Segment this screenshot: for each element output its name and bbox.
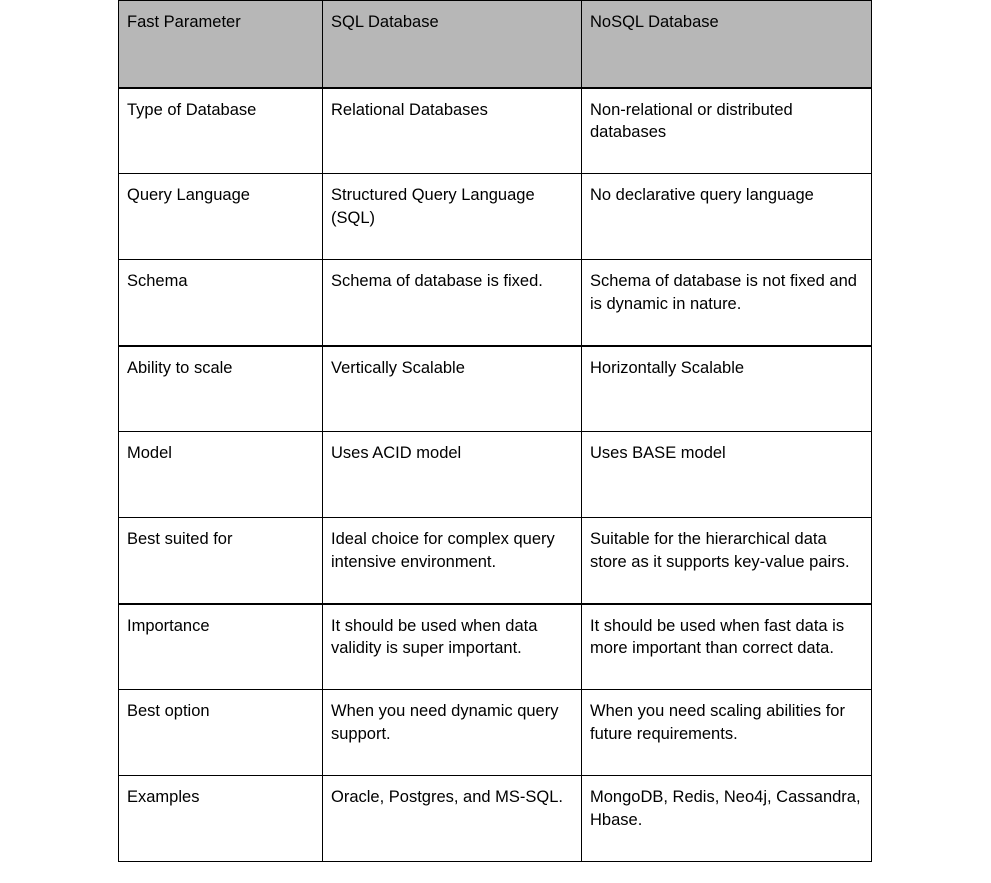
cell-parameter: Best option bbox=[119, 690, 323, 776]
table-row bbox=[119, 260, 872, 346]
cell-sql: When you need dynamic query support. bbox=[323, 690, 582, 776]
cell-sql: Relational Databases bbox=[323, 88, 582, 174]
cell-nosql: Non-relational or distributed databases bbox=[582, 88, 872, 174]
header-nosql-database: NoSQL Database bbox=[582, 1, 872, 88]
cell-parameter: Best suited for bbox=[119, 518, 323, 604]
table-row bbox=[119, 776, 872, 862]
cell-nosql: Schema of database is not fixed and is dynamic in nature. bbox=[582, 260, 872, 346]
cell-parameter: Importance bbox=[119, 604, 323, 690]
cell-nosql: No declarative query language bbox=[582, 174, 872, 260]
cell-parameter: Type of Database bbox=[119, 88, 323, 174]
cell-sql: Oracle, Postgres, and MS-SQL. bbox=[323, 776, 582, 862]
table-row bbox=[119, 346, 872, 432]
table-row bbox=[119, 432, 872, 518]
table-header-row bbox=[119, 1, 872, 88]
table-row bbox=[119, 88, 872, 174]
cell-sql: Structured Query Language (SQL) bbox=[323, 174, 582, 260]
sql-vs-nosql-table bbox=[118, 0, 872, 862]
cell-sql: Schema of database is fixed. bbox=[323, 260, 582, 346]
table-row bbox=[119, 518, 872, 604]
header-sql-database: SQL Database bbox=[323, 1, 582, 88]
table-row bbox=[119, 604, 872, 690]
header-fast-parameter: Fast Parameter bbox=[119, 1, 323, 88]
cell-nosql: It should be used when fast data is more important than correct data. bbox=[582, 604, 872, 690]
cell-nosql: When you need scaling abilities for future requirements. bbox=[582, 690, 872, 776]
cell-nosql: Suitable for the hierarchical data store as it supports key-value pairs. bbox=[582, 518, 872, 604]
table-row bbox=[119, 174, 872, 260]
cell-parameter: Model bbox=[119, 432, 323, 518]
cell-parameter: Query Language bbox=[119, 174, 323, 260]
cell-parameter: Ability to scale bbox=[119, 346, 323, 432]
cell-nosql: MongoDB, Redis, Neo4j, Cassandra, Hbase. bbox=[582, 776, 872, 862]
cell-parameter: Schema bbox=[119, 260, 323, 346]
cell-sql: Uses ACID model bbox=[323, 432, 582, 518]
cell-nosql: Horizontally Scalable bbox=[582, 346, 872, 432]
cell-parameter: Examples bbox=[119, 776, 323, 862]
comparison-table-container bbox=[118, 0, 871, 862]
cell-sql: Vertically Scalable bbox=[323, 346, 582, 432]
cell-sql: Ideal choice for complex query intensive environment. bbox=[323, 518, 582, 604]
cell-sql: It should be used when data validity is super important. bbox=[323, 604, 582, 690]
cell-nosql: Uses BASE model bbox=[582, 432, 872, 518]
table-row bbox=[119, 690, 872, 776]
